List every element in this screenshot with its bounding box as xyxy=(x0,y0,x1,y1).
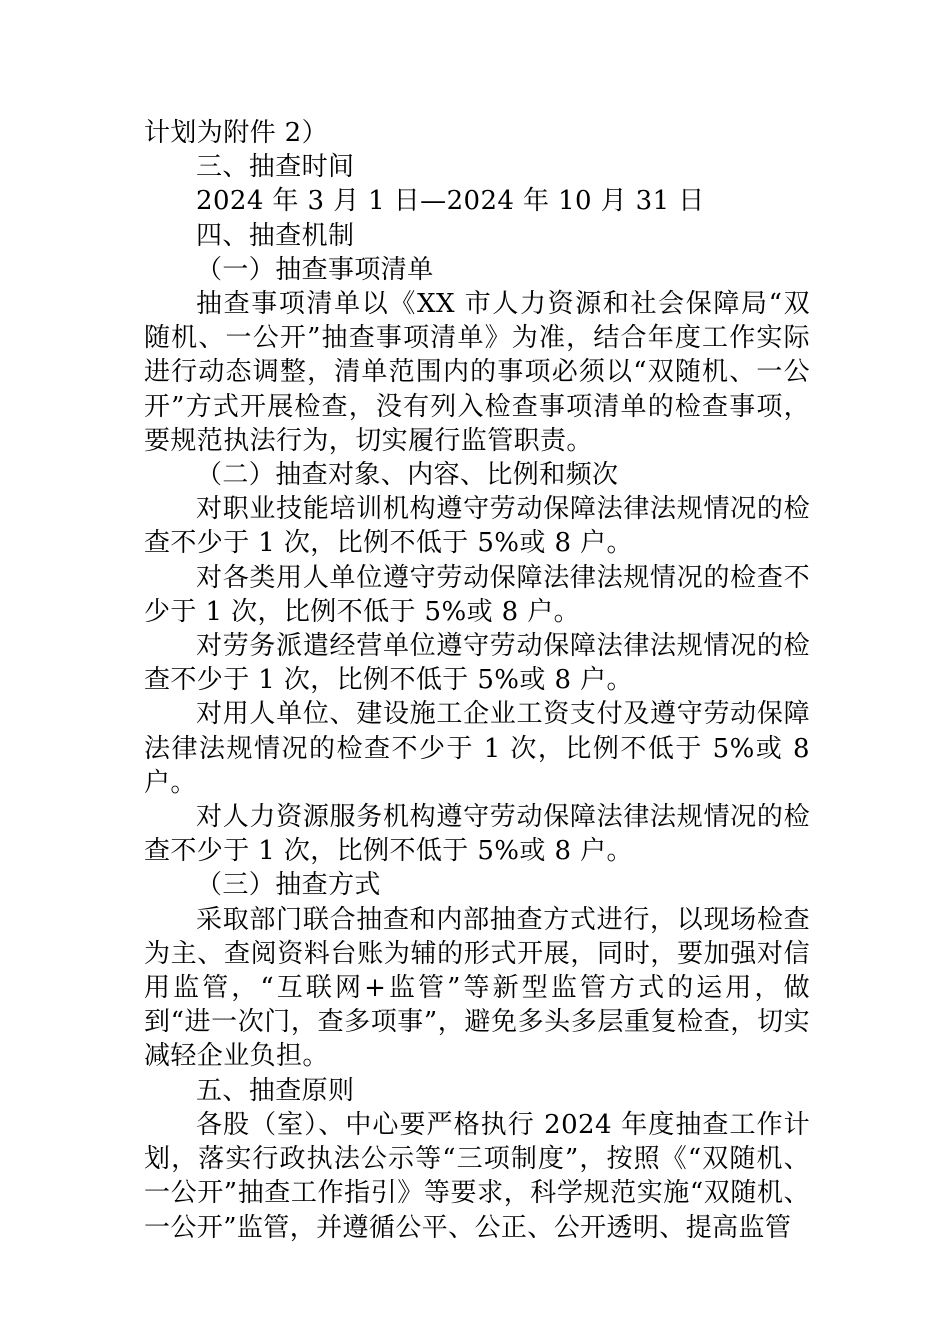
heading-section-5: 五、抽查原则 xyxy=(196,1075,355,1106)
subheading-methods: （三）抽查方式 xyxy=(196,870,381,901)
paragraph-wage-payment: 对用人单位、建设施工企业工资支付及遵守劳动保障法律法规情况的检查不少于 1 次，比例不低于 5%或 8 户。 xyxy=(144,699,810,798)
paragraph-date-range: 2024 年 3 月 1 日—2024 年 10 月 31 日 xyxy=(196,186,705,217)
subheading-item-list: （一）抽查事项清单 xyxy=(196,254,434,285)
paragraph-attachment-note: 计划为附件 2） xyxy=(144,118,329,148)
document-body xyxy=(144,116,810,1245)
heading-section-3: 三、抽查时间 xyxy=(196,152,355,183)
paragraph-principles: 各股（室）、中心要严格执行 2024 年度抽查工作计划，落实行政执法公示等“三项制度”，按照《“双随机、一公开”抽查工作指引》等要求，科学规范实施“双随机、一公开”监管，并遵循公平、公正、公开透明、提高监管 xyxy=(144,1109,810,1243)
heading-section-4: 四、抽查机制 xyxy=(196,220,355,251)
paragraph-labor-dispatch: 对劳务派遣经营单位遵守劳动保障法律法规情况的检查不少于 1 次，比例不低于 5%或 8 户。 xyxy=(144,631,810,696)
subheading-targets: （二）抽查对象、内容、比例和频次 xyxy=(196,460,619,491)
paragraph-training-institutions: 对职业技能培训机构遵守劳动保障法律法规情况的检查不少于 1 次，比例不低于 5%或 8 户。 xyxy=(144,494,810,559)
paragraph-employers: 对各类用人单位遵守劳动保障法律法规情况的检查不少于 1 次，比例不低于 5%或 8 户。 xyxy=(144,562,810,627)
paragraph-hr-services: 对人力资源服务机构遵守劳动保障法律法规情况的检查不少于 1 次，比例不低于 5%或 8 户。 xyxy=(144,802,810,867)
paragraph-item-list: 抽查事项清单以《XX 市人力资源和社会保障局“双随机、一公开”抽查事项清单》为准，结合年度工作实际进行动态调整，清单范围内的事项必须以“双随机、一公开”方式开展检查，没有列入检查事项清单的检查事项，要规范执法行为，切实履行监管职责。 xyxy=(144,289,810,456)
paragraph-methods: 采取部门联合抽查和内部抽查方式进行，以现场检查为主、查阅资料台账为辅的形式开展，同时，要加强对信用监管，“互联网+监管”等新型监管方式的运用，做到“进一次门，查多项事”，避免多头多层重复检查，切实减轻企业负担。 xyxy=(144,904,810,1072)
